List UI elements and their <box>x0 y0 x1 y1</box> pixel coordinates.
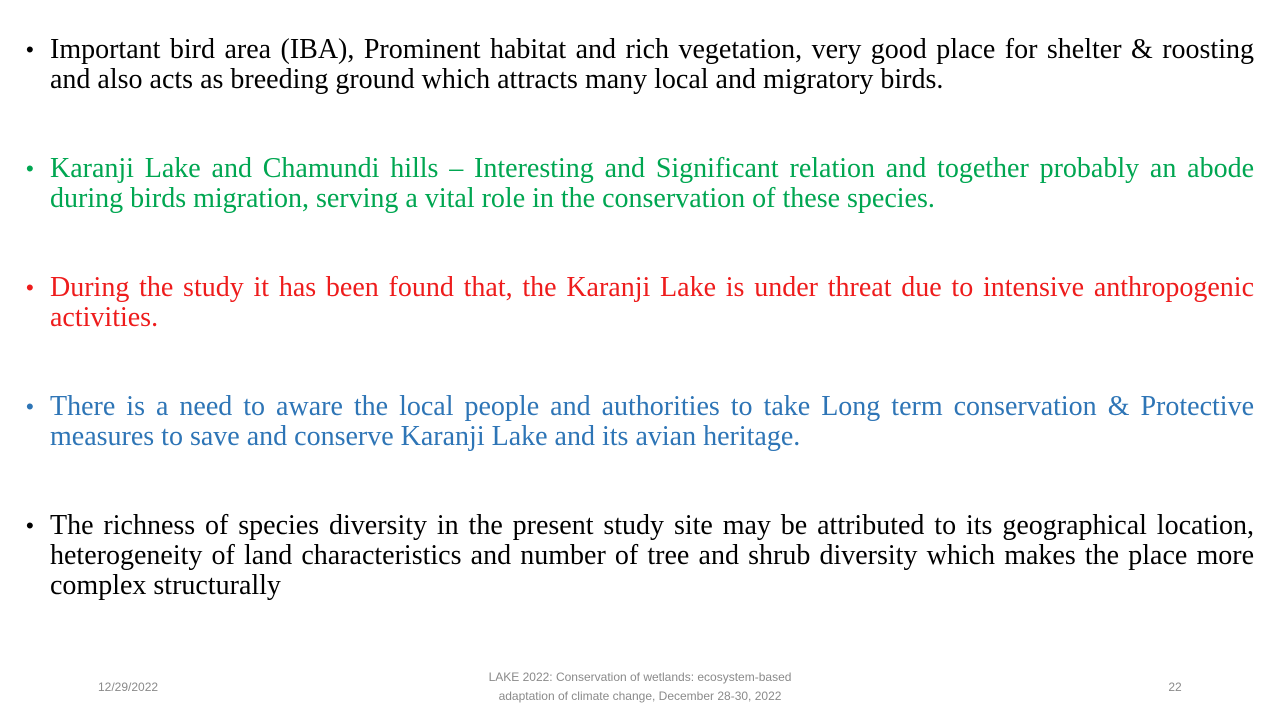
bullet-dot-icon: • <box>26 394 34 419</box>
footer-title-line2: adaptation of climate change, December 28-30, 2022 <box>498 689 782 703</box>
bullet-text: There is a need to aware the local people and authorities to take Long term conservation & Protective measures to save and conserve Karanji Lake and its avian heritage. <box>50 391 1254 452</box>
bullet-text: Important bird area (IBA), Prominent habitat and rich vegetation, very good place for shelter & roosting and also acts as breeding ground which attracts many local and migratory birds. <box>50 34 1254 95</box>
footer-date: 12/29/2022 <box>98 680 159 694</box>
bullet-dot-icon: • <box>26 156 34 181</box>
bullet-dot-icon: • <box>26 37 34 62</box>
bullet-item-threat <box>26 273 1254 333</box>
bullet-dot-icon: • <box>26 275 34 300</box>
bullet-item-karanji-chamundi <box>26 154 1254 214</box>
bullet-text: The richness of species diversity in the present study site may be attributed to its geographical location, heterogeneity of land characteristics and number of tree and shrub diversity which makes the place more complex structurally <box>50 510 1254 601</box>
bullet-item-awareness <box>26 392 1254 452</box>
footer-title-line1: LAKE 2022: Conservation of wetlands: ecosystem-based <box>488 670 792 684</box>
bullet-item-iba <box>26 35 1254 95</box>
bullet-item-richness <box>26 511 1254 601</box>
footer-conference-title <box>440 668 840 706</box>
page-number: 22 <box>1168 680 1182 694</box>
bullet-list <box>26 35 1254 601</box>
bullet-text: Karanji Lake and Chamundi hills – Interesting and Significant relation and together probably an abode during birds migration, serving a vital role in the conservation of these species. <box>50 153 1254 214</box>
bullet-dot-icon: • <box>26 513 34 538</box>
bullet-text: During the study it has been found that, the Karanji Lake is under threat due to intensive anthropogenic activities. <box>50 272 1254 333</box>
